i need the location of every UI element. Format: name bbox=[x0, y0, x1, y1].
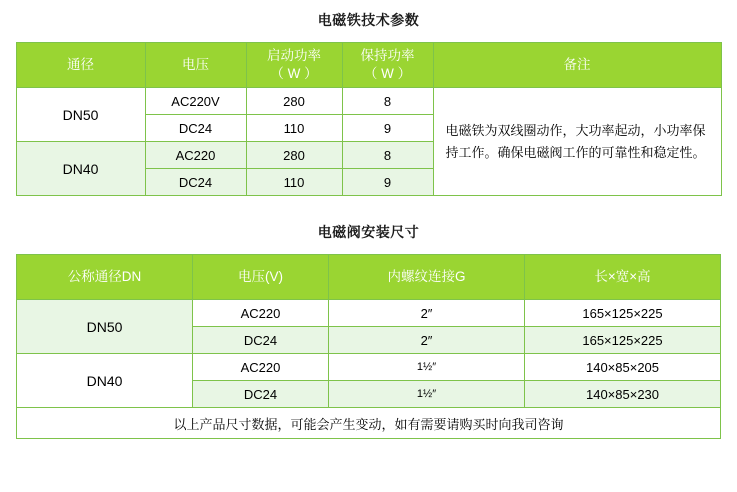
table-electromagnet-params bbox=[16, 42, 722, 196]
column-header-hold-power-line1: 保持功率 bbox=[360, 48, 415, 64]
cell-start-power: 280 bbox=[246, 88, 342, 115]
column-header-lwh: 长×宽×高 bbox=[525, 255, 721, 300]
column-header-thread-connection: 内螺纹连接G bbox=[329, 255, 525, 300]
cell-diameter-dn50: DN50 bbox=[16, 88, 145, 142]
cell-voltage: DC24 bbox=[193, 327, 329, 354]
cell-thread: 1½″ bbox=[329, 381, 525, 408]
table-footer-row bbox=[17, 408, 721, 439]
column-header-voltage: 电压(V) bbox=[193, 255, 329, 300]
cell-nominal-diameter-dn50: DN50 bbox=[17, 300, 193, 354]
cell-disclaimer-note: 以上产品尺寸数据，可能会产生变动，如有需要请购买时向我司咨询 bbox=[17, 408, 721, 439]
cell-hold-power: 9 bbox=[342, 115, 433, 142]
cell-voltage: DC24 bbox=[193, 381, 329, 408]
page-title-electromagnet-params: 电磁铁技术参数 bbox=[317, 12, 420, 28]
cell-hold-power: 8 bbox=[342, 142, 433, 169]
cell-start-power: 110 bbox=[246, 169, 342, 196]
column-header-hold-power-line2: （ W ） bbox=[363, 66, 412, 81]
table-row bbox=[17, 354, 721, 381]
cell-thread: 2″ bbox=[329, 327, 525, 354]
column-header-start-power-line1: 启动功率 bbox=[267, 48, 321, 64]
table-row bbox=[17, 300, 721, 327]
column-header-hold-power bbox=[342, 43, 433, 88]
cell-size: 165×125×225 bbox=[525, 300, 721, 327]
cell-start-power: 280 bbox=[246, 142, 342, 169]
column-header-nominal-diameter: 公称通径DN bbox=[17, 255, 193, 300]
cell-voltage: AC220 bbox=[193, 300, 329, 327]
cell-thread: 2″ bbox=[329, 300, 525, 327]
cell-thread: 1½″ bbox=[329, 354, 525, 381]
cell-voltage: AC220 bbox=[145, 142, 246, 169]
cell-size: 140×85×205 bbox=[525, 354, 721, 381]
column-header-start-power bbox=[246, 43, 342, 88]
cell-voltage: AC220V bbox=[145, 88, 246, 115]
table-row bbox=[16, 88, 721, 115]
cell-remark-note: 电磁铁为双线圈动作，大功率起动，小功率保持工作。确保电磁阀工作的可靠性和稳定性。 bbox=[433, 88, 721, 196]
cell-start-power: 110 bbox=[246, 115, 342, 142]
cell-size: 165×125×225 bbox=[525, 327, 721, 354]
table-header-row bbox=[16, 43, 721, 88]
cell-voltage: DC24 bbox=[145, 115, 246, 142]
table-valve-dimensions bbox=[16, 254, 721, 439]
cell-hold-power: 9 bbox=[342, 169, 433, 196]
cell-nominal-diameter-dn40: DN40 bbox=[17, 354, 193, 408]
column-header-remark: 备注 bbox=[433, 43, 721, 88]
cell-diameter-dn40: DN40 bbox=[16, 142, 145, 196]
page-title-valve-dimensions: 电磁阀安装尺寸 bbox=[317, 224, 420, 240]
cell-size: 140×85×230 bbox=[525, 381, 721, 408]
cell-voltage: AC220 bbox=[193, 354, 329, 381]
column-header-voltage: 电压 bbox=[145, 43, 246, 88]
cell-hold-power: 8 bbox=[342, 88, 433, 115]
cell-voltage: DC24 bbox=[145, 169, 246, 196]
table-header-row bbox=[17, 255, 721, 300]
column-header-diameter: 通径 bbox=[16, 43, 145, 88]
column-header-start-power-line2: （ W ） bbox=[270, 66, 318, 81]
document-page bbox=[0, 10, 737, 492]
